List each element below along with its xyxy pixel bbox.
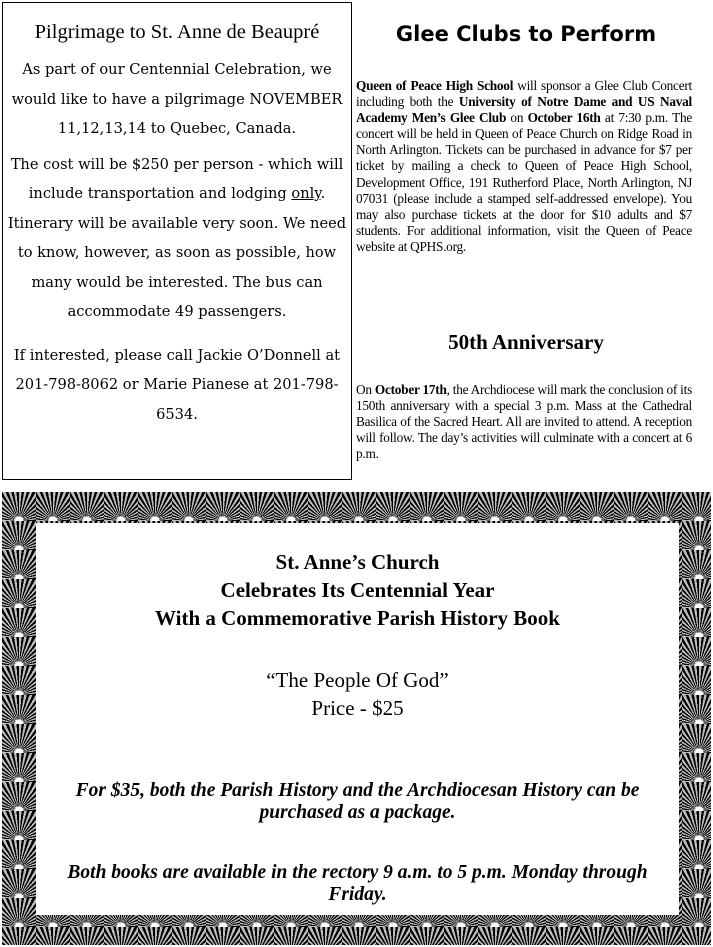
pilgrimage-title: Pilgrimage to St. Anne de Beaupré <box>34 21 320 43</box>
glee-bold-date: October 16th <box>527 110 601 126</box>
glee-bold-clubs: University of Notre Dame and US Naval Academy Men’s Glee Club <box>356 94 692 126</box>
pilgrimage-cost <box>7 150 347 327</box>
banner-price: Price - $25 <box>311 696 404 720</box>
pilgrimage-cost-only: only <box>291 185 321 202</box>
glee-text-2: on <box>506 110 528 126</box>
pilgrimage-cost-text-b: . Itinerary will be available very soon. We need to know, however, as soon as possible, how many would be interested. The bus can accommodate 49 passengers. <box>7 185 347 320</box>
pilgrimage-box <box>2 2 352 480</box>
banner-availability: Both books are available in the rectory 9 a.m. to 5 p.m. Monday through Friday. <box>67 862 648 905</box>
anniversary-title: 50th Anniversary <box>448 330 604 354</box>
book-banner <box>2 492 711 945</box>
banner-book-title: “The People Of God” <box>266 668 449 692</box>
banner-centennial: Celebrates Its Centennial Year <box>220 578 495 602</box>
glee-title: Glee Clubs to Perform <box>395 22 657 46</box>
anniversary-text-2: , the Archdiocese will mark the conclusion of its 150th anniversary with a special 3 p.m. Mass at the Cathedral Basilica of the Sacred Heart. All are invited to attend. A reception will follow. The day’s activities will culminate with a concert at 6 p.m. <box>356 382 692 462</box>
pilgrimage-intro: As part of our Centennial Celebration, we would like to have a pilgrimage NOVEMBER 11,12,13,14 to Quebec, Canada. <box>11 61 343 137</box>
anniversary-body <box>356 382 692 462</box>
pilgrimage-contact: If interested, please call Jackie O’Donnell at 201-798-8062 or Marie Pianese at 201-798-6534. <box>13 346 341 423</box>
anniversary-bold-date: October 17th <box>374 382 447 397</box>
glee-text-1: will sponsor a Glee Club Concert including both the <box>356 78 692 110</box>
glee-body <box>356 78 692 255</box>
banner-package-offer: For $35, both the Parish History and the Archdiocesan History can be purchased as a package. <box>75 780 640 823</box>
banner-history-book: With a Commemorative Parish History Book <box>155 606 560 630</box>
glee-text-3: at 7:30 p.m. The concert will be held in Queen of Peace Church on Ridge Road in North Arlington. Tickets can be purchased in advance for $7 per ticket by mailing a check to Queen of Peace High School, Development Office, 191 Rutherford Place, North Arlington, NJ 07031 (please include a stamped self-addressed envelope). You may also purchase tickets at the door for $10 adults and $7 students. For additional information, visit the Queen of Peace website at QPHS.org. <box>356 110 693 254</box>
anniversary-text-1: On <box>356 382 375 397</box>
glee-bold-school: Queen of Peace High School <box>356 78 514 93</box>
book-banner-content <box>36 523 679 915</box>
pilgrimage-cost-text-a: The cost will be $250 per person - which will include transportation and lodging <box>10 155 344 202</box>
banner-church-name: St. Anne’s Church <box>275 550 440 574</box>
